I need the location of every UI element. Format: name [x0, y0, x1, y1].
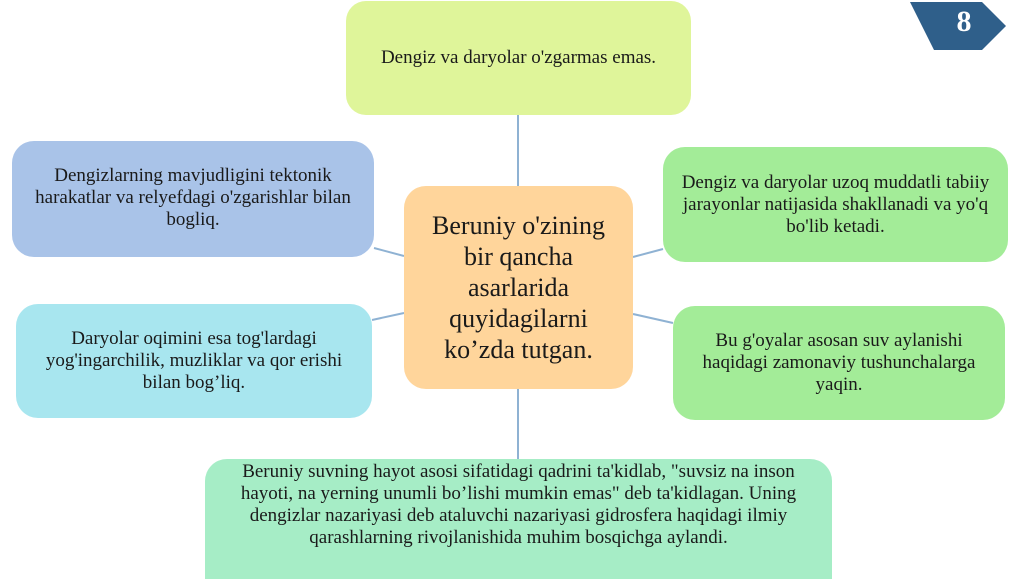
- node-center-text: Beruniy o'zining bir qancha asarlarida quyidagilarni ko’zda tutgan.: [432, 211, 605, 364]
- node-middle-left: [16, 304, 372, 418]
- node-center: [404, 186, 633, 389]
- node-top-right-text: Dengiz va daryolar uzoq muddatli tabiiy jarayonlar natijasida shakllanadi va yo'q bo'lib ketadi.: [681, 171, 990, 237]
- connector-middle-right: [633, 314, 673, 323]
- node-top: [346, 1, 691, 115]
- node-middle-left-text: Daryolar oqimini esa tog'lardagi yog'ingarchilik, muzliklar va qor erishi bilan bog’liq.: [45, 328, 343, 393]
- connector-top-left: [374, 248, 404, 256]
- node-top-right: [663, 147, 1008, 262]
- connector-top-right: [633, 249, 663, 257]
- connector-middle-left: [372, 313, 404, 320]
- node-bottom-text: Beruniy suvning hayot asosi sifatidagi qadrini ta'kidlab, "suvsiz na inson hayoti, na yerning unumli bo’lishi mumkin emas" deb ta'kidlagan. Uning dengizlar nazariyasi deb ataluvchi nazariyasi gidrosfera haqidagi ilmiy qarashlarning rivojlanishida muhim bosqichga aylandi.: [240, 461, 797, 548]
- node-top-left-text: Dengizlarning mavjudligini tektonik harakatlar va relyefdagi o'zgarishlar bilan bogliq.: [35, 165, 351, 230]
- node-top-left: [12, 141, 374, 257]
- node-middle-right-text: Bu g'oyalar asosan suv aylanishi haqidagi zamonaviy tushunchalarga yaqin.: [702, 330, 976, 395]
- node-middle-right: [673, 306, 1005, 420]
- node-top-text: Dengiz va daryolar o'zgarmas emas.: [380, 47, 657, 68]
- node-bottom: [205, 459, 832, 579]
- page-number: 8: [956, 5, 972, 38]
